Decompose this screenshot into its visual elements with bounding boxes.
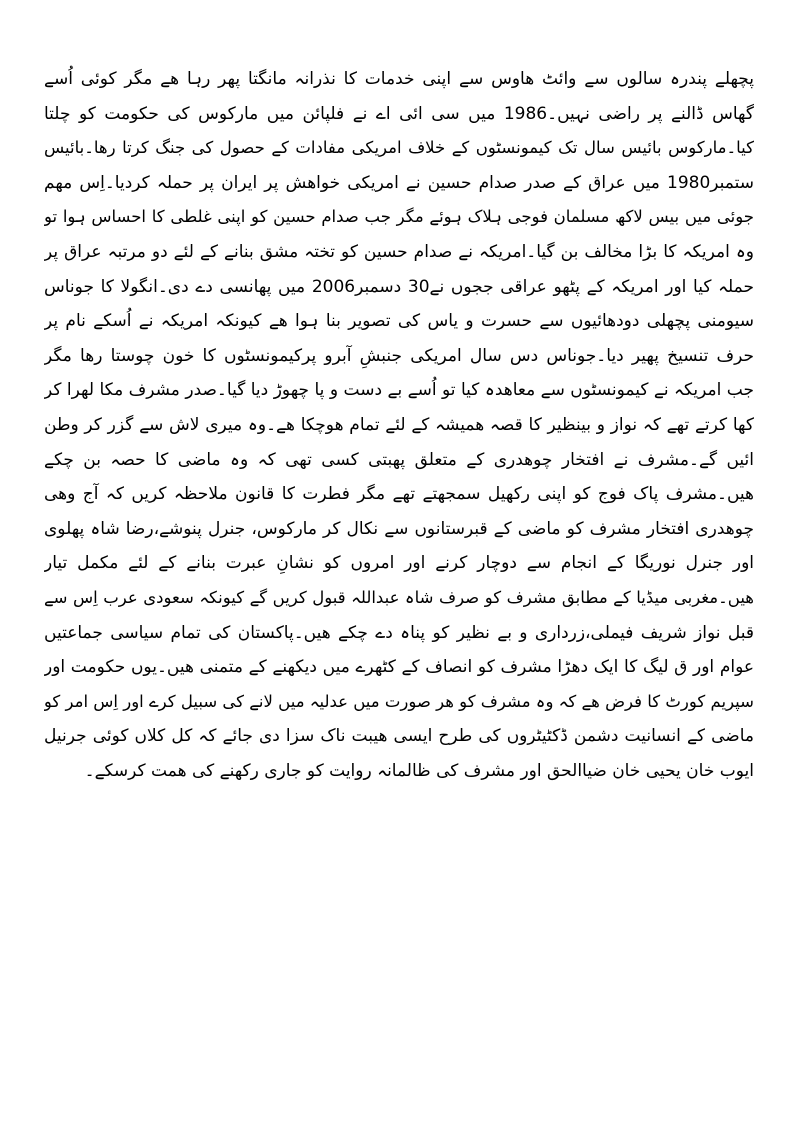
text-line: کھا کرتے تھے کہ نواز و بینظیر کا قصہ ھمیشہ کے لئے تمام ھوچکا ھے۔وہ میری لاش سے گزر کر وطن — [44, 414, 754, 435]
text-line: گھاس ڈالنے پر راضی نہیں۔1986 میں سی ائی اے نے فلپائن میں مارکوس کی حکومت کو چلتا — [44, 103, 754, 124]
text-line: عوام اور ق لیگ کا ایک دھڑا مشرف کو انصاف کے کٹھرے میں دیکھنے کے متمنی ھیں۔یوں حکومت اور — [44, 657, 754, 678]
text-line: اور جنرل نوریگا کے انجام سے دوچار کرنے اور امروں کو نشانِ عبرت بنانے کے لئے مکمل تیار — [44, 553, 754, 574]
text-line: ائیں گے۔مشرف نے افتخار چوھدری کے متعلق پھبتی کسی تھی کہ وہ ماضی کا حصہ بن چکے — [44, 449, 754, 470]
text-line: وہ امریکہ کا بڑا مخالف بن گیا۔امریکہ نے صدام حسین کو تختہ مشق بنانے کے لئے دو مرتبہ عراق پر — [44, 241, 754, 262]
urdu-paragraph — [44, 62, 754, 788]
text-line: سپریم کورٹ کا فرض ھے کہ وہ مشرف کو ھر صورت میں عدلیہ میں لانے کی سبیل کرے اور اِس امر کو — [44, 691, 754, 711]
text-line: کیا۔مارکوس بائیس سال تک کیمونسٹوں کے خلاف امریکی مفادات کے حصول کی جنگ کرتا رھا۔بائیس — [44, 138, 754, 158]
text-line: ھیں۔مغربی میڈیا کے مطابق مشرف کو صرف شاہ عبداللہ قبول کریں گے کیونکہ سعودی عرب اِس سے — [44, 587, 754, 607]
text-line-last: ایوب خان یحیی خان ضیاالحق اور مشرف کی ظالمانہ روایت کو جاری رکھنے کی ھمت کرسکے۔ — [84, 760, 754, 781]
text-line: جوئی میں بیس لاکھ مسلمان فوجی ہلاک ہوئے مگر جب صدام حسین کو اپنی غلطی کا احساس ہوا تو — [44, 207, 754, 227]
text-line: ھیں۔مشرف پاک فوج کو اپنی رکھیل سمجھتے تھے مگر فطرت کا قانون ملاحظہ کریں کہ آج وھی — [44, 484, 754, 505]
text-line: پچھلے پندرہ سالوں سے وائٹ ھاوس سے اپنی خدمات کا نذرانہ مانگتا پھر رہا ھے مگر کوئی اُسے — [44, 69, 754, 89]
text-line: حرف تنسیخ پھیر دیا۔جوناس دس سال امریکی جنبشِ آبرو پرکیمونسٹوں کا خون چوستا رھا مگر — [44, 345, 754, 366]
text-line: حملہ کیا اور امریکہ کے پٹھو عراقی ججوں نے30 دسمبر2006 میں پھانسی دے دی۔انگولا کا جوناس — [44, 276, 754, 297]
text-line: ستمبر1980 میں عراق کے صدر صدام حسین نے امریکی خواھش پر ایران پر حملہ کردیا۔اِس مھم — [44, 172, 754, 193]
text-line: قبل نواز شریف فیملی،زرداری و بے نظیر کو پناہ دے چکے ھیں۔پاکستان کی تمام سیاسی جماعتیں — [44, 622, 754, 643]
text-line: ماضی کے انسانیت دشمن ڈکٹیٹروں کی طرح ایسی ھیبت ناک سزا دی جائے کہ کل کلاں کوئی جرنیل — [44, 726, 754, 747]
text-line: جب امریکہ نے کیمونسٹوں سے معاھدہ کیا تو اُسے بے دست و پا چھوڑ دیا گیا۔صدر مشرف مکا لھرا کر — [44, 380, 754, 401]
text-line: سیومنی پچھلی دودھائیوں سے حسرت و یاس کی تصویر بنا ہوا ھے کیونکہ امریکہ نے اُسکے نام پر — [44, 311, 754, 332]
text-line: چوھدری افتخار مشرف کو ماضی کے قبرستانوں سے نکال کر مارکوس، جنرل پنوشے،رضا شاہ پھلوی — [44, 518, 754, 539]
